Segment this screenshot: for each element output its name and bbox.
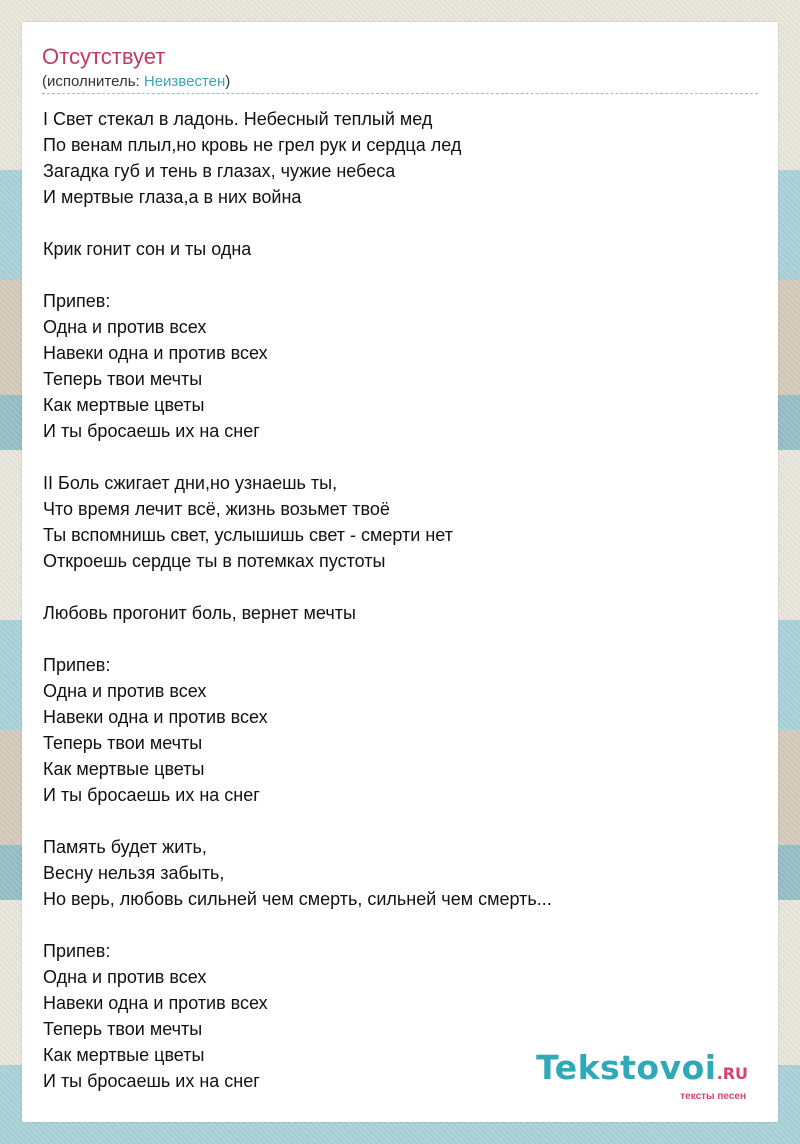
lyric-line: И ты бросаешь их на снег: [43, 785, 260, 805]
lyric-line: [43, 444, 758, 470]
song-title: Отсутствует: [42, 44, 166, 69]
lyric-line: Ты вспомнишь свет, услышишь свет - смерти нет: [43, 525, 453, 545]
artist-prefix: (исполнитель:: [42, 73, 144, 90]
lyric-line: [43, 626, 758, 652]
lyric-line: Любовь прогонит боль, вернет мечты: [43, 603, 356, 623]
logo-wordmark: [536, 1048, 748, 1091]
lyric-line: И мертвые глаза,а в них война: [43, 187, 302, 207]
lyric-line: Как мертвые цветы: [43, 1045, 205, 1065]
lyric-line: Теперь твои мечты: [43, 1019, 203, 1039]
lyrics-sheet: [22, 22, 778, 1122]
lyric-line: Что время лечит всё, жизнь возьмет твоё: [43, 499, 390, 519]
lyric-line: II Боль сжигает дни,но узнаешь ты,: [43, 473, 338, 493]
lyric-line: По венам плыл,но кровь не грел рук и сердца лед: [43, 135, 462, 155]
lyric-line: [43, 808, 758, 834]
lyric-line: Откроешь сердце ты в потемках пустоты: [43, 551, 386, 571]
lyric-line: Навеки одна и против всех: [43, 707, 268, 727]
lyric-line: [43, 262, 758, 288]
lyric-line: Одна и против всех: [43, 317, 207, 337]
lyric-line: Одна и против всех: [43, 967, 207, 987]
logo-domain: .RU: [716, 1064, 748, 1083]
lyric-line: Навеки одна и против всех: [43, 993, 268, 1013]
lyric-line: Теперь твои мечты: [43, 733, 203, 753]
lyric-line: [43, 912, 758, 938]
lyric-line: Загадка губ и тень в глазах, чужие небеса: [43, 161, 396, 181]
header-divider: [42, 93, 758, 94]
lyric-line: Память будет жить,: [43, 837, 207, 857]
lyric-line: Навеки одна и против всех: [43, 343, 268, 363]
lyric-line: Теперь твои мечты: [43, 369, 203, 389]
lyric-line: Одна и против всех: [43, 681, 207, 701]
logo-tagline: тексты песен: [680, 1091, 746, 1102]
lyric-line: Как мертвые цветы: [43, 759, 205, 779]
lyric-line: Как мертвые цветы: [43, 395, 205, 415]
lyric-line: I Свет стекал в ладонь. Небесный теплый мед: [43, 109, 433, 129]
lyric-line: Но верь, любовь сильней чем смерть, сильней чем смерть...: [43, 889, 552, 909]
lyric-line: Припев:: [43, 655, 111, 675]
lyric-line: И ты бросаешь их на снег: [43, 421, 260, 441]
lyric-line: И ты бросаешь их на снег: [43, 1071, 260, 1091]
lyric-line: Припев:: [43, 941, 111, 961]
artist-line: [42, 73, 230, 91]
lyrics-body: [43, 106, 758, 1094]
lyric-line: [43, 574, 758, 600]
lyric-line: Весну нельзя забыть,: [43, 863, 225, 883]
lyric-line: [43, 210, 758, 236]
artist-link[interactable]: Неизвестен: [143, 73, 226, 90]
artist-suffix: ): [225, 73, 231, 90]
logo-name: Tekstovoi: [536, 1048, 717, 1087]
lyric-line: Припев:: [43, 291, 111, 311]
site-logo[interactable]: [536, 1048, 748, 1102]
lyric-line: Крик гонит сон и ты одна: [43, 239, 252, 259]
